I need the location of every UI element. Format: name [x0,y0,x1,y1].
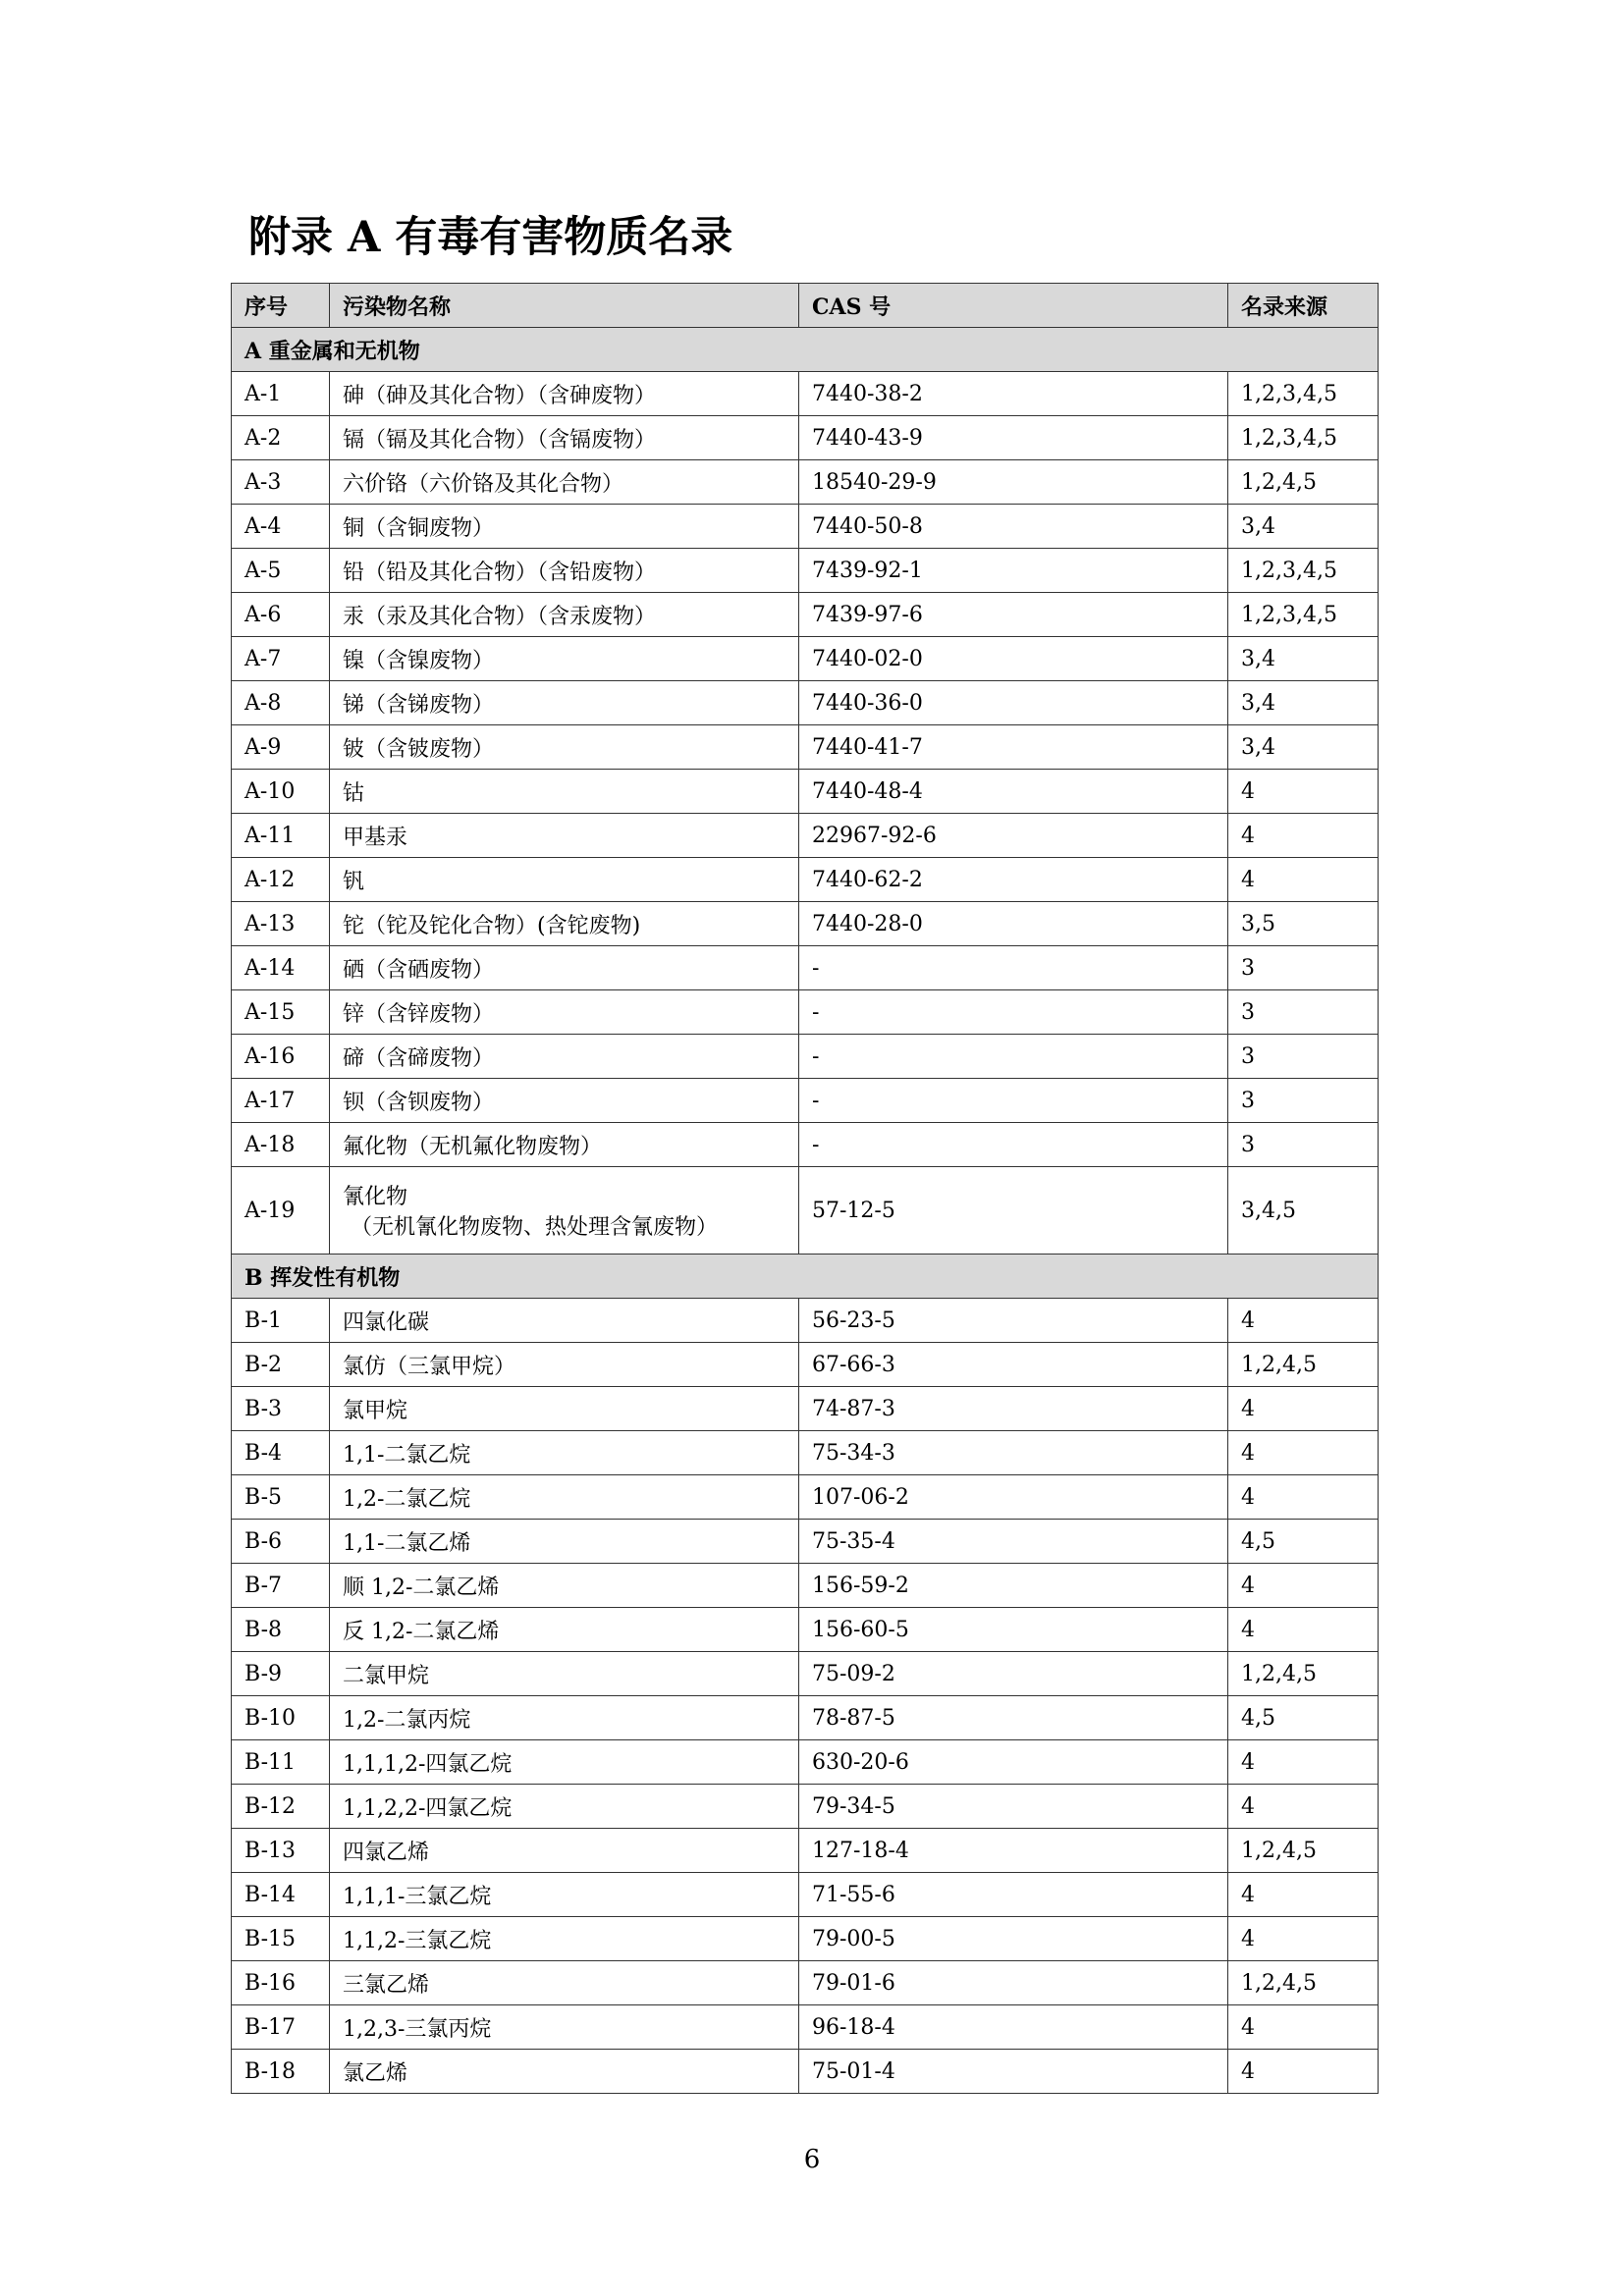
cell-name: 1,1-二氯乙烯 [330,1520,799,1564]
cell-name: 氯甲烷 [330,1387,799,1431]
cell-index: B-7 [232,1564,330,1608]
cell-name: 氯乙烯 [330,2050,799,2094]
cell-source: 3,4 [1228,505,1379,549]
cell-name: 铊（铊及铊化合物）(含铊废物) [330,902,799,946]
cell-cas: - [799,1079,1228,1123]
cell-source: 1,2,4,5 [1228,1652,1379,1696]
cell-source: 1,2,3,4,5 [1228,372,1379,416]
table-row [232,1299,1379,1343]
cell-source: 3,4,5 [1228,1167,1379,1255]
cell-source: 4,5 [1228,1520,1379,1564]
cell-name: 1,1,2-三氯乙烷 [330,1917,799,1961]
substance-table [231,283,1379,2094]
cell-name: 顺 1,2-二氯乙烯 [330,1564,799,1608]
cell-name: 钴 [330,770,799,814]
cell-source: 3 [1228,1079,1379,1123]
cell-name: 汞（汞及其化合物）（含汞废物） [330,593,799,637]
section-a-body [232,328,1379,1167]
cell-index: A-12 [232,858,330,902]
cell-index: A-6 [232,593,330,637]
name-line-1: 氰化物 [343,1185,408,1209]
cell-cas: 107-06-2 [799,1475,1228,1520]
cell-cas: - [799,1035,1228,1079]
cell-cas: 156-60-5 [799,1608,1228,1652]
cell-source: 4 [1228,1299,1379,1343]
table-row [232,1035,1379,1079]
cell-name: 铅（铅及其化合物）（含铅废物） [330,549,799,593]
cell-source: 3 [1228,946,1379,990]
cell-source: 3,4 [1228,681,1379,725]
cell-source: 3 [1228,1035,1379,1079]
cell-name: 六价铬（六价铬及其化合物） [330,460,799,505]
cell-name: 锌（含锌废物） [330,990,799,1035]
cell-index: A-3 [232,460,330,505]
cell-cas: - [799,990,1228,1035]
cell-index: B-15 [232,1917,330,1961]
cell-cas: 156-59-2 [799,1564,1228,1608]
cell-index: B-9 [232,1652,330,1696]
table-row [232,1740,1379,1785]
table-row [232,1387,1379,1431]
cell-name: 1,2-二氯乙烷 [330,1475,799,1520]
cell-cas: 7439-97-6 [799,593,1228,637]
table-row [232,946,1379,990]
table-row [232,1829,1379,1873]
cell-cas: 7440-38-2 [799,372,1228,416]
table-row [232,1564,1379,1608]
cell-cas: 7440-62-2 [799,858,1228,902]
table-row [232,814,1379,858]
cell-index: B-12 [232,1785,330,1829]
cell-index: A-18 [232,1123,330,1167]
table-row [232,416,1379,460]
row-a19-body [232,1167,1379,1255]
cell-index: A-14 [232,946,330,990]
header-index: 序号 [232,284,330,328]
cell-cas: 78-87-5 [799,1696,1228,1740]
cell-name: 二氯甲烷 [330,1652,799,1696]
cell-source: 1,2,4,5 [1228,1343,1379,1387]
cell-name: 砷（砷及其化合物）（含砷废物） [330,372,799,416]
cell-name: 1,1,2,2-四氯乙烷 [330,1785,799,1829]
table-row [232,2050,1379,2094]
header-source: 名录来源 [1228,284,1379,328]
header-row [232,284,1379,328]
table-row [232,1785,1379,1829]
cell-index: B-13 [232,1829,330,1873]
cell-cas: 79-34-5 [799,1785,1228,1829]
cell-cas: 57-12-5 [799,1167,1228,1255]
cell-name: 氟化物（无机氟化物废物） [330,1123,799,1167]
cell-source: 4 [1228,770,1379,814]
cell-source: 4 [1228,1431,1379,1475]
cell-name: 硒（含硒废物） [330,946,799,990]
section-b-title: B 挥发性有机物 [232,1255,1379,1299]
cell-cas: 7440-02-0 [799,637,1228,681]
cell-source: 4 [1228,1740,1379,1785]
cell-cas: 630-20-6 [799,1740,1228,1785]
cell-cas: - [799,946,1228,990]
cell-cas: 79-01-6 [799,1961,1228,2005]
cell-index: A-16 [232,1035,330,1079]
cell-index: A-4 [232,505,330,549]
cell-source: 3,4 [1228,637,1379,681]
cell-index: A-1 [232,372,330,416]
cell-name: 甲基汞 [330,814,799,858]
page-title: 附录 A 有毒有害物质名录 [248,213,733,262]
table-row [232,2005,1379,2050]
section-row [232,328,1379,372]
cell-cas: 7440-41-7 [799,725,1228,770]
table-row [232,637,1379,681]
table-row [232,681,1379,725]
cell-source: 4 [1228,814,1379,858]
cell-cas: 96-18-4 [799,2005,1228,2050]
table-row [232,902,1379,946]
cell-cas: 67-66-3 [799,1343,1228,1387]
cell-cas: 75-34-3 [799,1431,1228,1475]
table-row [232,1431,1379,1475]
cell-cas: 7440-36-0 [799,681,1228,725]
cell-index: B-18 [232,2050,330,2094]
cell-name: 镍（含镍废物） [330,637,799,681]
table-row [232,1917,1379,1961]
cell-source: 3,5 [1228,902,1379,946]
table-row [232,725,1379,770]
cell-source: 4 [1228,2050,1379,2094]
table-row [232,1696,1379,1740]
cell-index: B-4 [232,1431,330,1475]
cell-source: 3 [1228,990,1379,1035]
cell-index: A-10 [232,770,330,814]
page-number: 6 [803,2145,821,2174]
cell-name: 1,1,1-三氯乙烷 [330,1873,799,1917]
cell-cas: 22967-92-6 [799,814,1228,858]
cell-cas: 7439-92-1 [799,549,1228,593]
cell-index: A-13 [232,902,330,946]
cell-cas: 7440-28-0 [799,902,1228,946]
section-b-body [232,1255,1379,2094]
cell-cas: 7440-43-9 [799,416,1228,460]
cell-index: B-16 [232,1961,330,2005]
cell-index: A-17 [232,1079,330,1123]
header-name: 污染物名称 [330,284,799,328]
cell-name: 氯仿（三氯甲烷） [330,1343,799,1387]
cell-name: 钒 [330,858,799,902]
cell-name: 锑（含锑废物） [330,681,799,725]
cell-source: 1,2,3,4,5 [1228,549,1379,593]
cell-index: A-11 [232,814,330,858]
table-row [232,1652,1379,1696]
section-row [232,1255,1379,1299]
cell-cas: - [799,1123,1228,1167]
cell-name: 铍（含铍废物） [330,725,799,770]
cell-index: B-2 [232,1343,330,1387]
table-row [232,1123,1379,1167]
cell-source: 1,2,4,5 [1228,1961,1379,2005]
cell-index: B-14 [232,1873,330,1917]
cell-index: A-5 [232,549,330,593]
cell-name: 铜（含铜废物） [330,505,799,549]
table-row [232,549,1379,593]
table-row [232,1079,1379,1123]
cell-cas: 7440-48-4 [799,770,1228,814]
cell-source: 4 [1228,1873,1379,1917]
cell-index: A-15 [232,990,330,1035]
cell-source: 3 [1228,1123,1379,1167]
cell-source: 4 [1228,1608,1379,1652]
table-row [232,1961,1379,2005]
cell-cas: 75-35-4 [799,1520,1228,1564]
cell-index: B-5 [232,1475,330,1520]
cell-source: 4 [1228,1387,1379,1431]
cell-source: 4 [1228,2005,1379,2050]
cell-index: B-11 [232,1740,330,1785]
table-row [232,1520,1379,1564]
section-a-title: A 重金属和无机物 [232,328,1379,372]
cell-index: A-8 [232,681,330,725]
table-row [232,505,1379,549]
cell-cas: 79-00-5 [799,1917,1228,1961]
cell-name: 镉（镉及其化合物）（含镉废物） [330,416,799,460]
cell-index: B-8 [232,1608,330,1652]
cell-cas: 75-01-4 [799,2050,1228,2094]
header-cas: CAS 号 [799,284,1228,328]
table-row [232,990,1379,1035]
cell-index: B-17 [232,2005,330,2050]
cell-name: 四氯乙烯 [330,1829,799,1873]
cell-cas: 75-09-2 [799,1652,1228,1696]
table-row [232,1873,1379,1917]
cell-index: A-9 [232,725,330,770]
table-row [232,372,1379,416]
cell-name: 1,1-二氯乙烷 [330,1431,799,1475]
cell-name: 反 1,2-二氯乙烯 [330,1608,799,1652]
cell-name: 钡（含钡废物） [330,1079,799,1123]
table-row [232,1608,1379,1652]
cell-source: 1,2,4,5 [1228,460,1379,505]
cell-cas: 74-87-3 [799,1387,1228,1431]
cell-cas: 71-55-6 [799,1873,1228,1917]
table-row [232,1475,1379,1520]
cell-index: A-7 [232,637,330,681]
cell-source: 4 [1228,1785,1379,1829]
cell-index: B-10 [232,1696,330,1740]
cell-cas: 56-23-5 [799,1299,1228,1343]
cell-name: 1,1,1,2-四氯乙烷 [330,1740,799,1785]
cell-source: 4 [1228,1564,1379,1608]
name-line-2: （无机氰化物废物、热处理含氰废物） [351,1215,719,1240]
cell-name: 四氯化碳 [330,1299,799,1343]
table-row [232,593,1379,637]
cell-name: 1,2,3-三氯丙烷 [330,2005,799,2050]
cell-source: 1,2,4,5 [1228,1829,1379,1873]
cell-source: 4 [1228,1475,1379,1520]
cell-index: B-3 [232,1387,330,1431]
cell-source: 4 [1228,1917,1379,1961]
table-row [232,858,1379,902]
cell-source: 1,2,3,4,5 [1228,593,1379,637]
table-row [232,1167,1379,1255]
cell-index: B-1 [232,1299,330,1343]
cell-source: 3,4 [1228,725,1379,770]
table-row [232,1343,1379,1387]
cell-index: A-19 [232,1167,330,1255]
cell-source: 4 [1228,858,1379,902]
cell-name: 三氯乙烯 [330,1961,799,2005]
cell-name: 1,2-二氯丙烷 [330,1696,799,1740]
cell-source: 4,5 [1228,1696,1379,1740]
cell-index: B-6 [232,1520,330,1564]
table-row [232,770,1379,814]
cell-index: A-2 [232,416,330,460]
cell-cas: 18540-29-9 [799,460,1228,505]
cell-source: 1,2,3,4,5 [1228,416,1379,460]
table-row [232,460,1379,505]
cell-name [330,1167,799,1255]
cell-cas: 127-18-4 [799,1829,1228,1873]
cell-cas: 7440-50-8 [799,505,1228,549]
cell-name: 碲（含碲废物） [330,1035,799,1079]
